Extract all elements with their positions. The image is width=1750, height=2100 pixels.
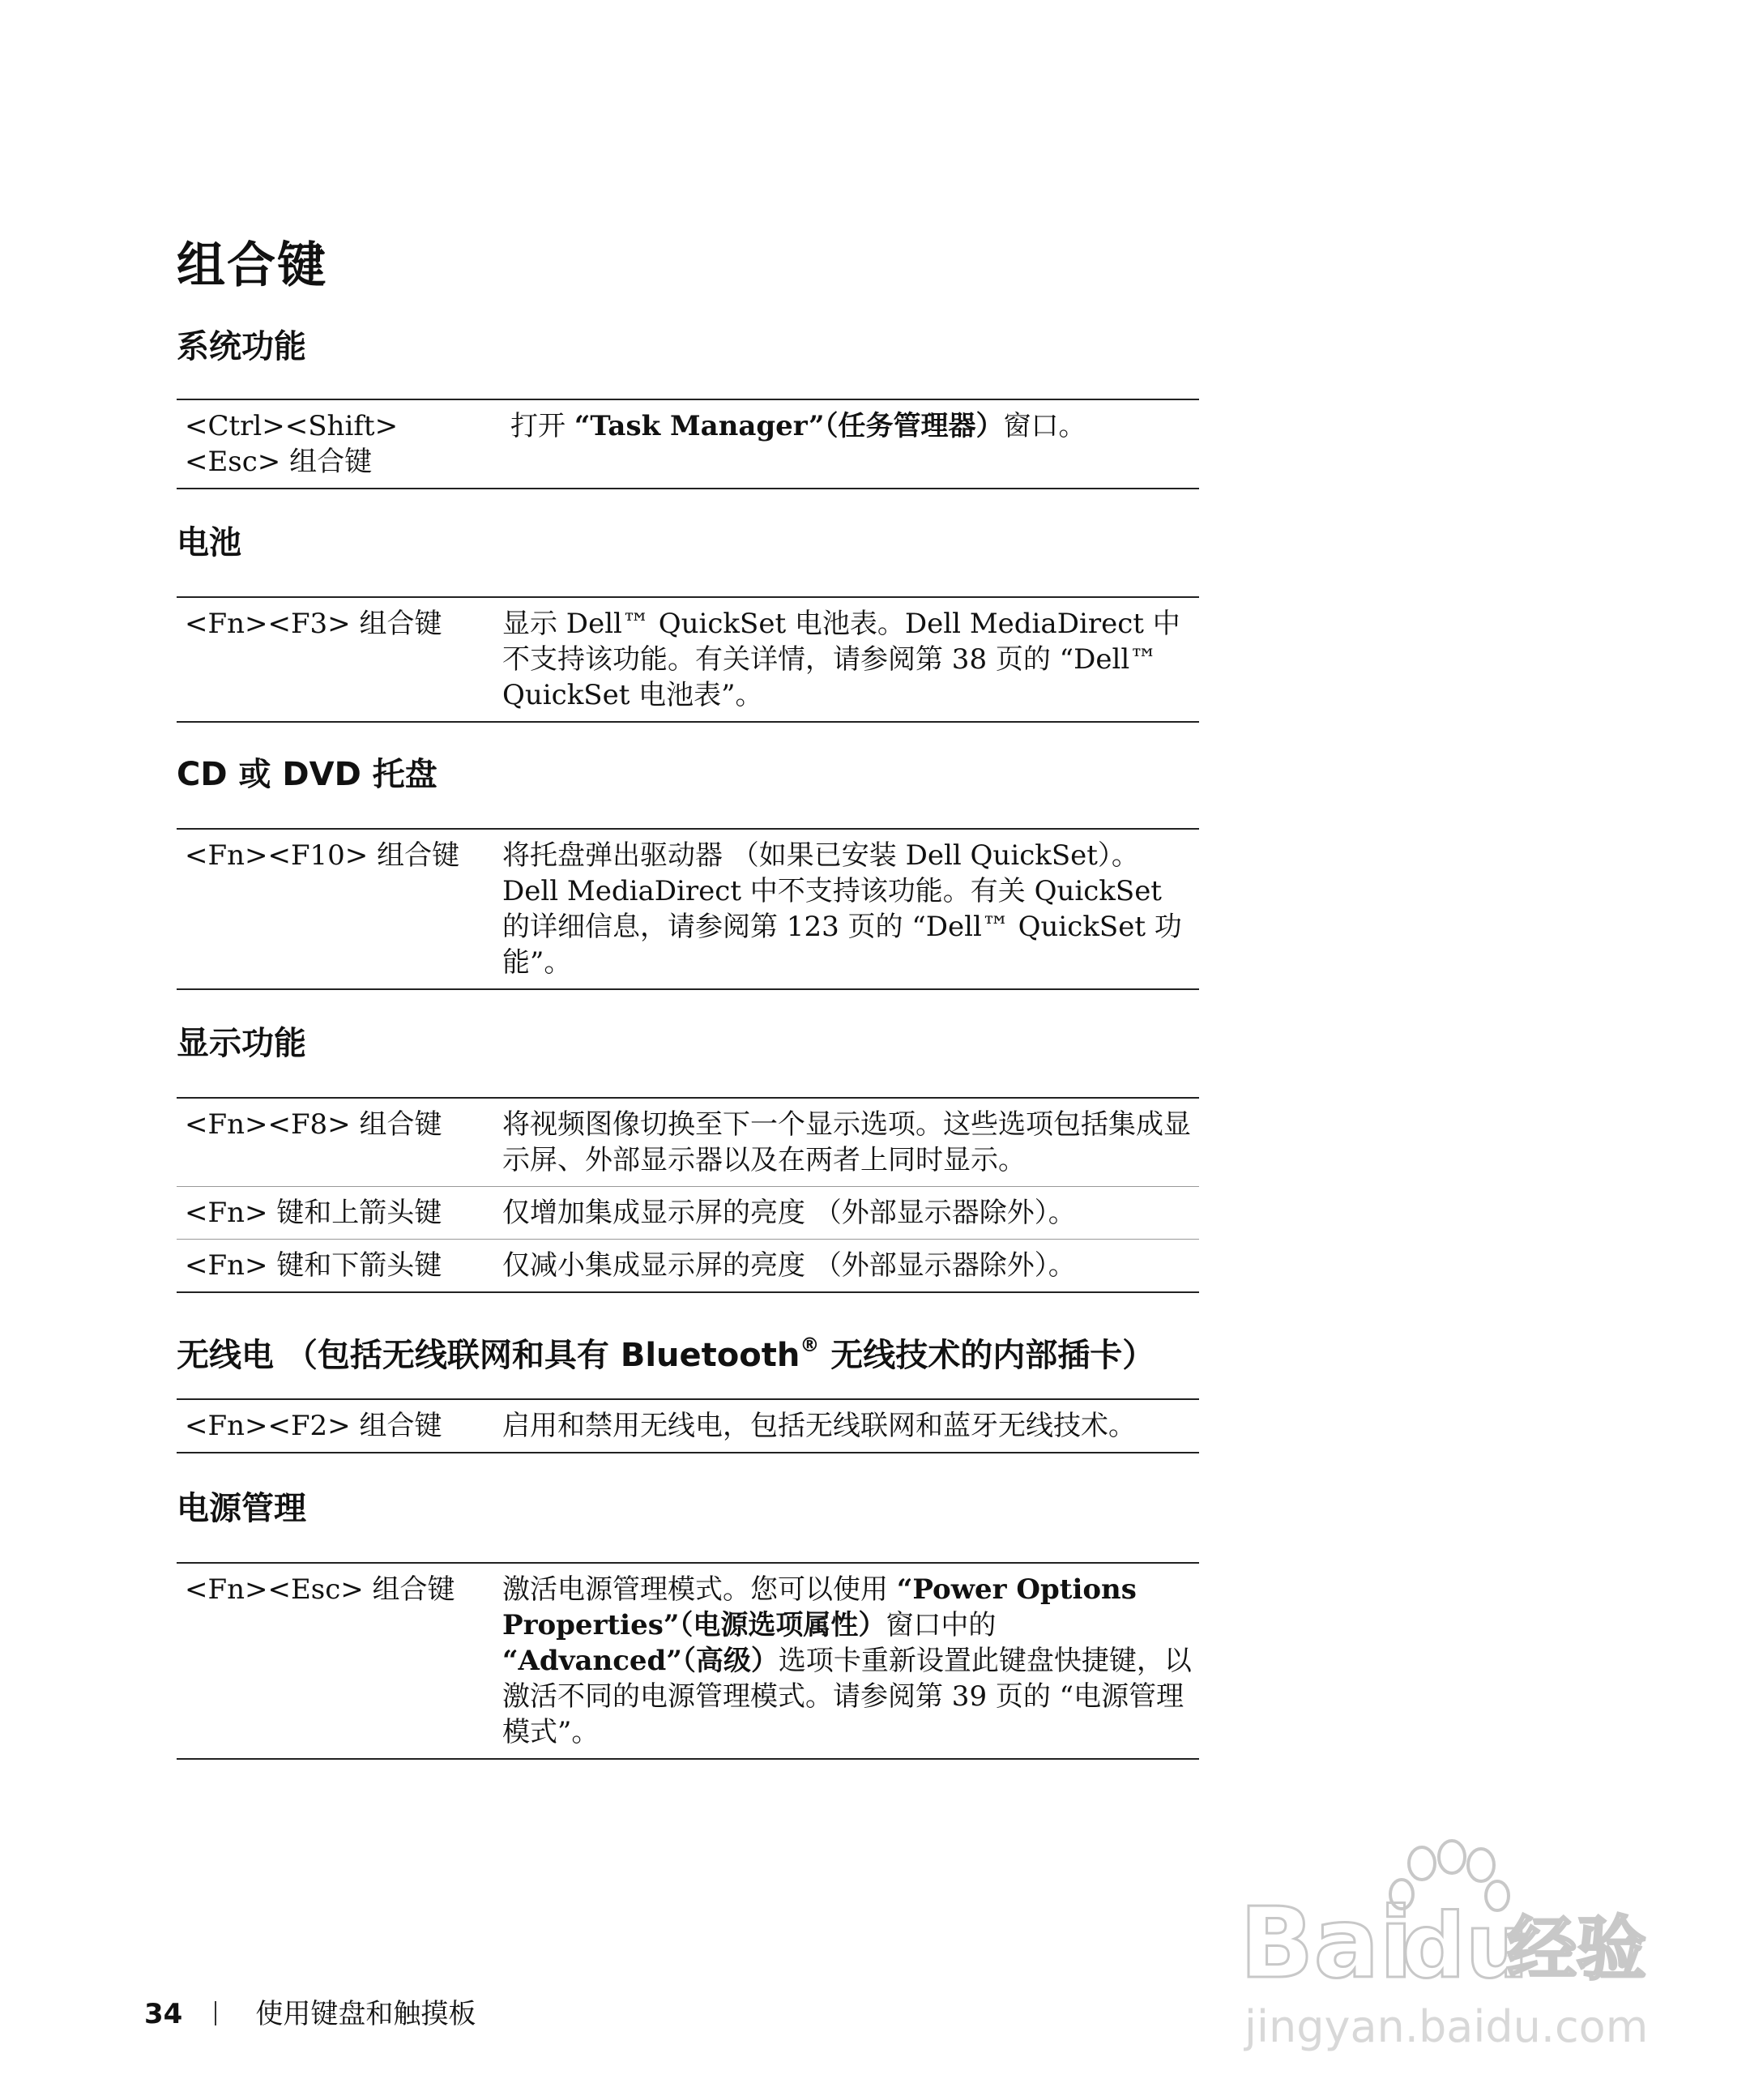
table-row bbox=[177, 1399, 1199, 1453]
shortcut-table bbox=[177, 399, 1199, 489]
table-row bbox=[177, 1240, 1199, 1293]
section-title: 系统功能 bbox=[177, 328, 306, 365]
baidu-jingyan-watermark bbox=[1240, 1839, 1661, 2082]
section-title: 电池 bbox=[177, 524, 241, 561]
shortcut-table bbox=[177, 1097, 1199, 1293]
shortcut-table bbox=[177, 1562, 1199, 1760]
key-cell: <Fn><Esc> 组合键 bbox=[185, 1573, 455, 1606]
table-row bbox=[177, 1563, 1199, 1759]
table-row bbox=[177, 597, 1199, 722]
svg-text:jingyan.baidu.com: jingyan.baidu.com bbox=[1244, 2001, 1649, 2052]
description-cell: 仅减小集成显示屏的亮度 （外部显示器除外）。 bbox=[491, 1240, 1199, 1293]
section-title: CD 或 DVD 托盘 bbox=[177, 756, 438, 793]
section-battery bbox=[177, 519, 1199, 723]
section-title: 无线电 （包括无线联网和具有 Bluetooth® 无线技术的内部插卡） bbox=[177, 1334, 1155, 1374]
key-cell: <Ctrl><Shift><Esc> 组合键 bbox=[185, 410, 399, 478]
description-cell: 打开 “Task Manager”（任务管理器）窗口。 bbox=[510, 410, 1086, 442]
shortcut-table bbox=[177, 1398, 1199, 1453]
shortcut-table bbox=[177, 828, 1199, 990]
table-row bbox=[177, 1187, 1199, 1240]
svg-text:Bai: Bai bbox=[1240, 1888, 1413, 2000]
section-cd-dvd-tray bbox=[177, 750, 1199, 990]
description-cell: 显示 Dell™ QuickSet 电池表。Dell MediaDirect 中不支持该功能。有关详情，请参阅第 38 页的 “Dell™ QuickSet 电池表”。 bbox=[502, 608, 1180, 711]
page-number: 34 bbox=[144, 1998, 183, 2030]
key-cell: <Fn> 键和下箭头键 bbox=[177, 1240, 491, 1293]
description-cell: 仅增加集成显示屏的亮度 （外部显示器除外）。 bbox=[491, 1187, 1199, 1240]
description-cell: 激活电源管理模式。您可以使用 “Power Options Properties”（电源选项属性）窗口中的 “Advanced”（高级）选项卡重新设置此键盘快捷键，以激活不同的电源管理模式。请参阅第 39 页的 “电源管理模式”。 bbox=[502, 1573, 1192, 1748]
table-row bbox=[177, 829, 1199, 989]
description-cell: 将视频图像切换至下一个显示选项。这些选项包括集成显示屏、外部显示器以及在两者上同时显示。 bbox=[502, 1108, 1191, 1176]
section-title: 显示功能 bbox=[177, 1025, 306, 1062]
shortcut-table bbox=[177, 596, 1199, 723]
section-display-functions bbox=[177, 1019, 1199, 1293]
table-row bbox=[177, 399, 1199, 489]
key-cell: <Fn><F8> 组合键 bbox=[185, 1108, 442, 1141]
svg-text:du: du bbox=[1402, 1894, 1530, 1998]
svg-text:经验: 经验 bbox=[1507, 1909, 1646, 1990]
footer-divider bbox=[215, 2001, 216, 2025]
description-cell: 启用和禁用无线电，包括无线联网和蓝牙无线技术。 bbox=[502, 1410, 1136, 1442]
page-footer bbox=[144, 1991, 476, 2031]
section-power-management bbox=[177, 1484, 1199, 1760]
key-cell: <Fn> 键和上箭头键 bbox=[177, 1187, 491, 1240]
section-system-functions bbox=[177, 322, 1199, 489]
table-row bbox=[177, 1098, 1199, 1187]
section-title: 电源管理 bbox=[177, 1490, 306, 1527]
section-wireless bbox=[177, 1321, 1199, 1453]
chapter-title: 使用键盘和触摸板 bbox=[255, 1998, 476, 2030]
key-cell: <Fn><F10> 组合键 bbox=[185, 839, 460, 872]
page-title: 组合键 bbox=[177, 237, 327, 294]
key-cell: <Fn><F2> 组合键 bbox=[185, 1410, 442, 1442]
key-cell: <Fn><F3> 组合键 bbox=[185, 608, 442, 640]
description-cell: 将托盘弹出驱动器 （如果已安装 Dell QuickSet）。Dell MediaDirect 中不支持该功能。有关 QuickSet 的详细信息，请参阅第 123 页的 “Dell™ QuickSet 功能”。 bbox=[502, 839, 1182, 979]
